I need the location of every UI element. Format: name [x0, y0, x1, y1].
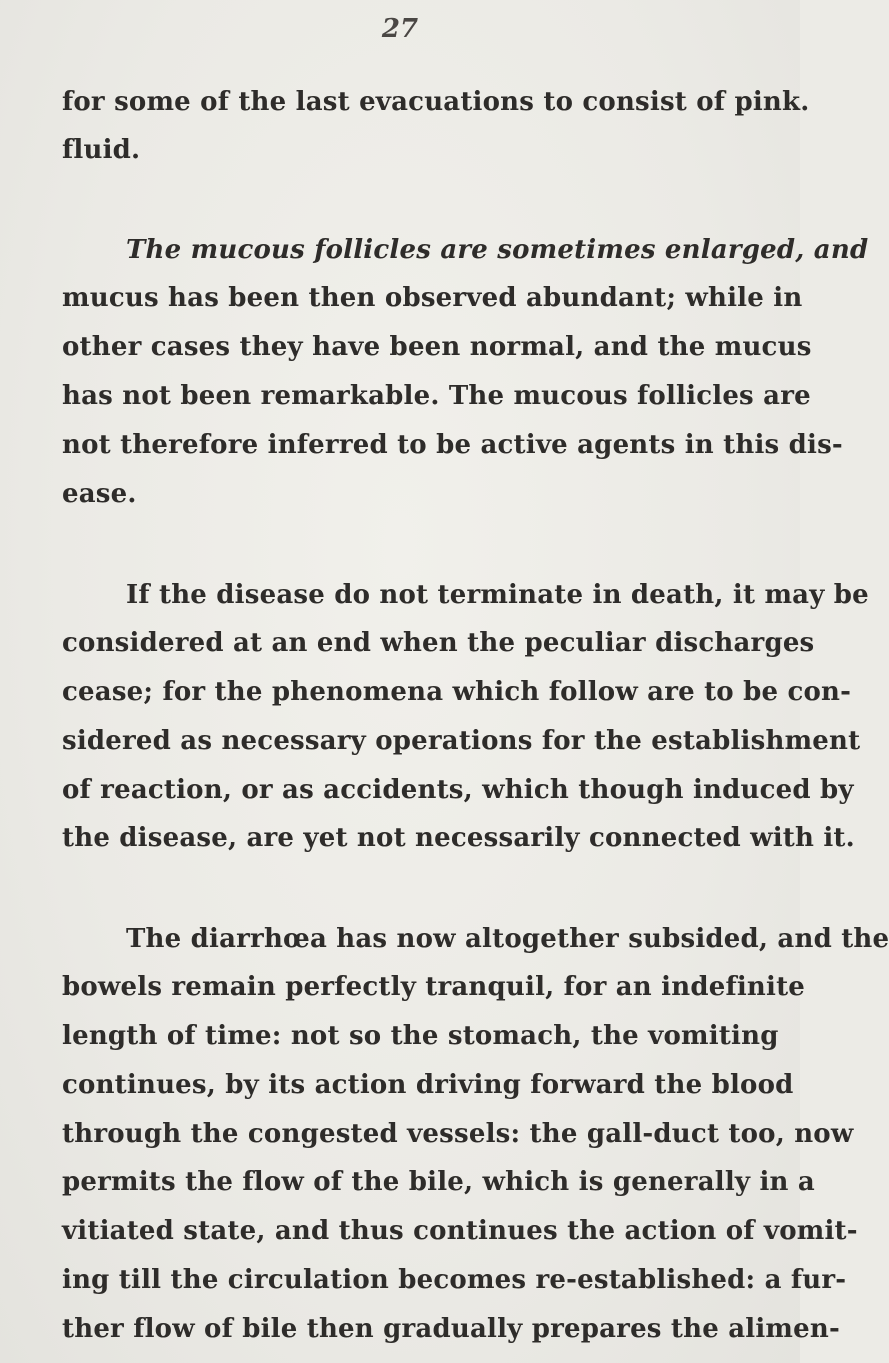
text-line: for some of the last evacuations to consist of pink.: [62, 87, 810, 117]
text-line: permits the flow of the bile, which is generally in a: [62, 1167, 815, 1197]
text-line: other cases they have been normal, and the mucus: [62, 332, 812, 362]
text-line: continues, by its action driving forward the blood: [62, 1070, 794, 1100]
text-line: vitiated state, and thus continues the action of vomit-: [62, 1216, 858, 1246]
text-line: through the congested vessels: the gall-duct too, now: [62, 1119, 854, 1149]
text-line: If the disease do not terminate in death, it may be: [126, 580, 869, 610]
text-line: sidered as necessary operations for the establishment: [62, 726, 861, 756]
text-line: ease.: [62, 479, 137, 509]
text-line: cease; for the phenomena which follow are to be con-: [62, 677, 852, 707]
page-number: 27: [381, 14, 419, 44]
text-line: length of time: not so the stomach, the vomiting: [62, 1021, 779, 1051]
text-line: considered at an end when the peculiar discharges: [62, 628, 815, 658]
text-line: fluid.: [62, 135, 141, 165]
text-line: The diarrhœa has now altogether subsided, and the: [126, 924, 889, 954]
text-line: of reaction, or as accidents, which though induced by: [62, 775, 854, 805]
text-line: the disease, are yet not necessarily connected with it.: [62, 823, 855, 853]
text-line: mucus has been then observed abundant; while in: [62, 283, 803, 313]
text-line: not therefore inferred to be active agents in this dis-: [62, 430, 843, 460]
text-line: ther flow of bile then gradually prepares the alimen-: [62, 1314, 840, 1344]
text-line: ing till the circulation becomes re-established: a fur-: [62, 1265, 847, 1295]
text-line: has not been remarkable. The mucous follicles are: [62, 381, 811, 411]
text-line: bowels remain perfectly tranquil, for an indefinite: [62, 972, 806, 1002]
text-line: The mucous follicles are sometimes enlarged, and: [126, 235, 869, 265]
